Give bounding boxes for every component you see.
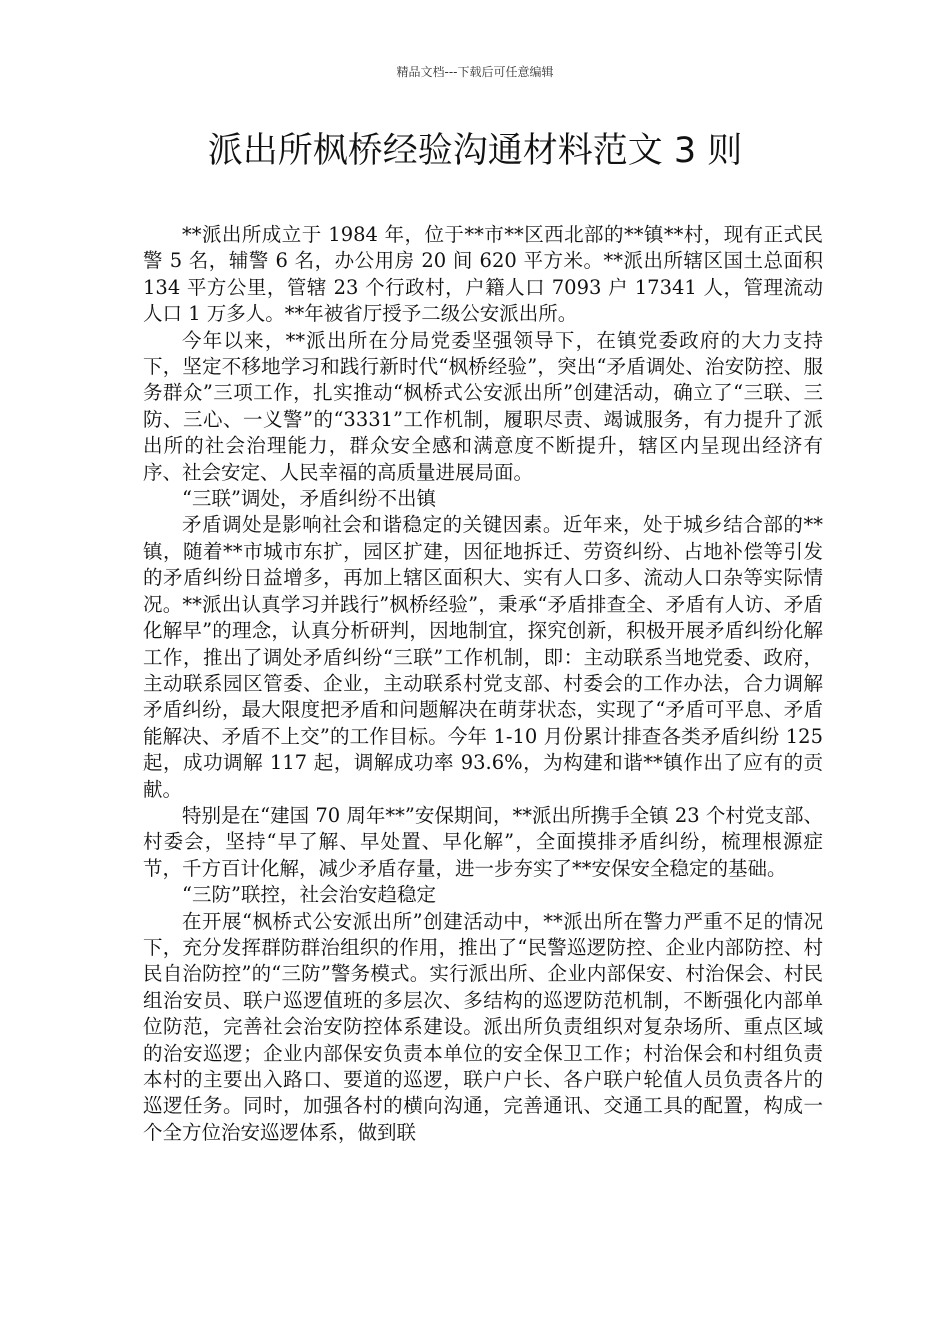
section-heading-sanlian: “三联”调处，矛盾纠纷不出镇 xyxy=(182,487,436,511)
paragraph-overview: 今年以来，**派出所在分局党委坚强领导下，在镇党委政府的大力支持下，坚定不移地学习和践行新时代“枫桥经验”，突出“矛盾调处、治安防控、服务群众”三项工作，扎实推动“枫桥式公安派出所”创建活动，确立了“三联、三防、三心、一义警”的“3331”工作机制，履职尽责、竭诚服务，有力提升了派出所的社会治理能力，群众安全感和满意度不断提升，辖区内呈现出经济有序、社会安定、人民幸福的高质量进展局面。 xyxy=(143,328,823,484)
paragraph-sanfang: 在开展“枫桥式公安派出所”创建活动中，**派出所在警力严重不足的情况下，充分发挥群防群治组织的作用，推出了“民警巡逻防控、企业内部防控、村民自治防控”的“三防”警务模式。实行派出所、企业内部保安、村治保会、村民组治安员、联户巡逻值班的多层次、多结构的巡逻防范机制，不断强化内部单位防范，完善社会治安防控体系建设。派出所负责组织对复杂场所、重点区域的治安巡逻；企业内部保安负责本单位的安全保卫工作；村治保会和村组负责本村的主要出入路口、要道的巡逻，联户户长、各户联户轮值人员负责各片的巡逻任务。同时，加强各村的横向沟通，完善通讯、交通工具的配置，构成一个全方位治安巡逻体系，做到联 xyxy=(143,909,823,1144)
document-body xyxy=(143,222,823,1146)
document-title: 派出所枫桥经验沟通材料范文 3 则 xyxy=(207,131,743,171)
paragraph-security-period: 特别是在“建国 70 周年**”安保期间，**派出所携手全镇 23 个村党支部、村委会，坚持“早了解、早处置、早化解”，全面摸排矛盾纠纷，梳理根源症节，千方百计化解，减少矛盾存量，进一步夯实了**安保安全稳定的基础。 xyxy=(143,803,823,880)
paragraph-intro: **派出所成立于 1984 年，位于**市**区西北部的**镇**村，现有正式民警 5 名，辅警 6 名，办公用房 20 间 620 平方米。**派出所辖区国土总面积 134 平方公里，管辖 23 个行政村，户籍人口 7093 户 17341 人，管理流动人口 1 万多人。**年被省厅授予二级公安派出所。 xyxy=(143,223,823,326)
page-header-note: 精品文档---下载后可任意编辑 xyxy=(396,65,554,79)
section-heading-sanfang: “三防”联控，社会治安趋稳定 xyxy=(182,883,436,907)
paragraph-sanlian: 矛盾调处是影响社会和谐稳定的关键因素。近年来，处于城乡结合部的**镇，随着**市城市东扩，园区扩建，因征地拆迁、劳资纠纷、占地补偿等引发的矛盾纠纷日益增多，再加上辖区面积大、实有人口多、流动人口杂等实际情况。**派出认真学习并践行”枫桥经验”，秉承“矛盾排查全、矛盾有人访、矛盾化解早”的理念，认真分析研判，因地制宜，探究创新，积极开展矛盾纠纷化解工作，推出了调处矛盾纠纷“三联”工作机制，即：主动联系当地党委、政府，主动联系园区管委、企业，主动联系村党支部、村委会的工作办法，合力调解矛盾纠纷，最大限度把矛盾和问题解决在萌芽状态，实现了“矛盾可平息、矛盾能解决、矛盾不上交”的工作目标。今年 1-10 月份累计排查各类矛盾纠纷 125 起，成功调解 117 起，调解成功率 93.6%，为构建和谐**镇作出了应有的贡献。 xyxy=(143,513,823,801)
